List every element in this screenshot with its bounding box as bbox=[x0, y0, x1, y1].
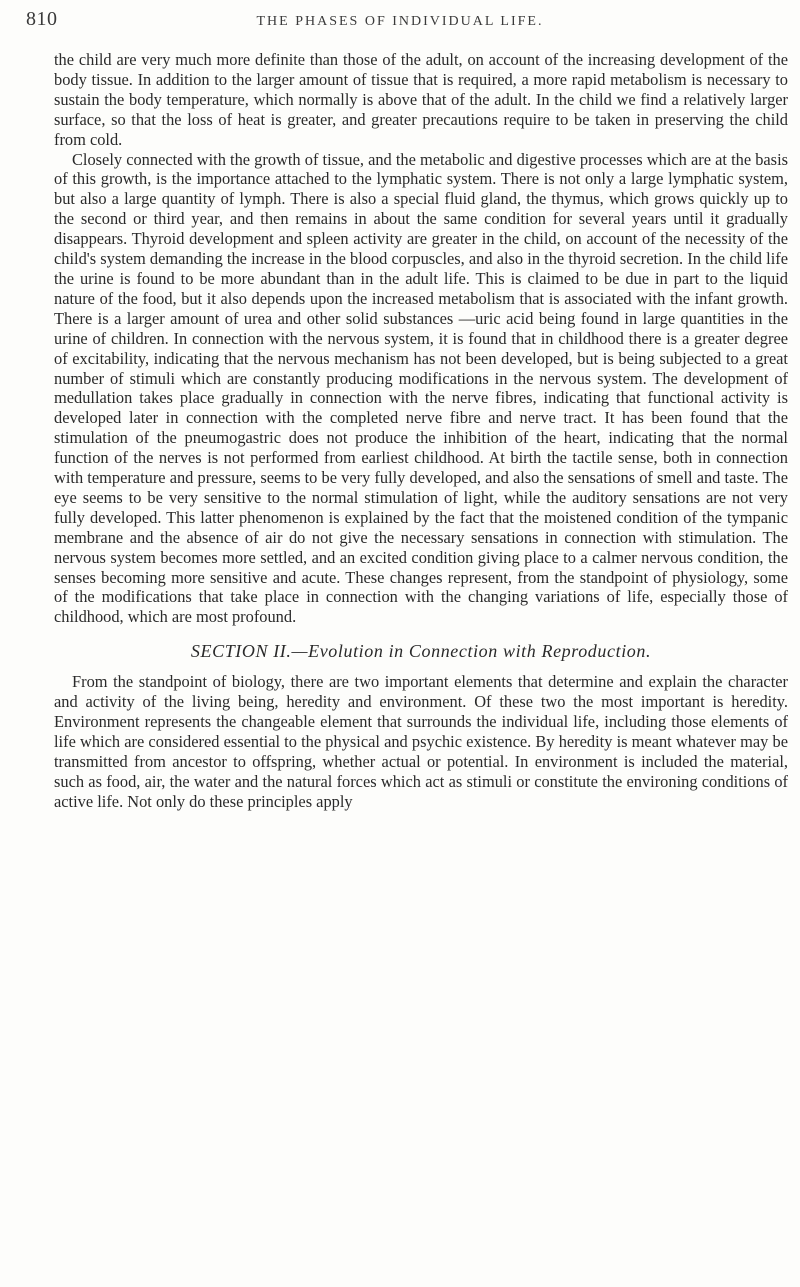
page-number: 810 bbox=[26, 8, 58, 30]
section-heading: SECTION II.—Evolution in Connection with Reproduction. bbox=[190, 641, 652, 662]
paragraph-continuation: the child are very much more definite than those of the adult, on account of the increasing development of the body tissue. In addition to the larger amount of tissue that is required, a more rapid metabolism is necessary to sustain the body temperature, which normally is above that of the adult. In the child we find a relatively larger surface, so that the loss of heat is greater, and greater precautions require to be taken in preserving the child from cold. bbox=[54, 50, 788, 149]
paragraph-lymphatic-system: Closely connected with the growth of tissue, and the metabolic and digestive processes which are at the basis of this growth, is the importance attached to the lymphatic system. There is not only a large lymphatic system, but also a large quantity of lymph. There is also a special fluid gland, the thymus, which grows quickly up to the second or third year, and then remains in about the same condition for several years until it gradually disappears. Thyroid development and spleen activity are greater in the child, on account of the necessity of the child's system demanding the increase in the blood corpuscles, and also in the thyroid secretion. In the child life the urine is found to be more abundant than in the adult life. This is claimed to be due in part to the liquid nature of the food, but it also depends upon the increased metabolism that is associated with the infant growth. There is a larger amount of urea and other solid substances —uric acid being found in large quantities in the urine of children. In connection with the nervous system, it is found that in childhood there is a greater degree of excitability, indicating that the nervous mechanism has not been developed, but is being subjected to a great number of stimuli which are constantly producing modifications in the nervous system. The development of medullation takes place gradually in connection with the nerve fibres, indicating that functional activity is developed later in connection with the completed nerve fibre and nerve tract. It has been found that the stimulation of the pneumogastric does not produce the inhibition of the heart, indicating that the normal function of the nerves is not performed from earliest childhood. At birth the tactile sense, both in connection with temperature and pressure, seems to be very fully developed, and also the sensations of smell and taste. The eye seems to be very sensitive to the normal stimulation of light, while the auditory sensations are not very fully developed. This latter phenomenon is explained by the fact that the moistened condition of the tympanic membrane and the absence of air do not give the necessary sensations in connection with stimulation. The nervous system becomes more settled, and an excited condition giving place to a calmer nervous condition, the senses becoming more sensitive and acute. These changes represent, from the standpoint of physiology, some of the modifications that take place in connection with the changing variations of life, especially those of childhood, which are most profound. bbox=[54, 149, 788, 627]
running-head: THE PHASES OF INDIVIDUAL LIFE. bbox=[256, 14, 544, 29]
body-text bbox=[54, 50, 788, 812]
paragraph-heredity-environment: From the standpoint of biology, there are two important elements that determine and explain the character and activity of the living being, heredity and environment. Of these two the most important is heredity. Environment represents the changeable element that surrounds the individual life, including those elements of life which are considered essential to the physical and psychic existence. By heredity is meant whatever may be transmitted from ancestor to offspring, whether actual or potential. In environment is included the material, such as food, air, the water and the natural forces which act as stimuli or constitute the environing conditions of active life. Not only do these principles apply bbox=[54, 672, 788, 811]
